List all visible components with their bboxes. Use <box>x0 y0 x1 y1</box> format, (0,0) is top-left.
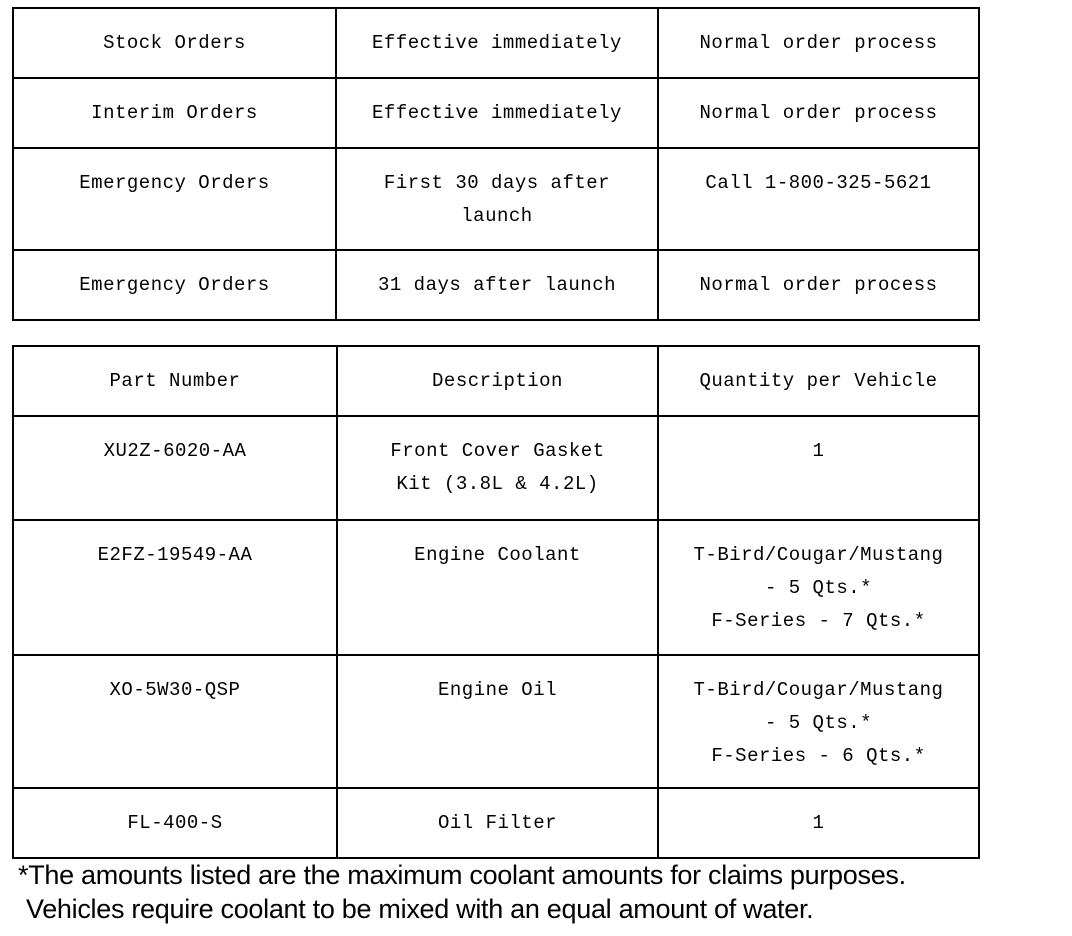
header-part-number: Part Number <box>13 346 337 416</box>
part-number-cell: XU2Z-6020-AA <box>13 416 337 520</box>
order-type-cell: Emergency Orders <box>13 250 336 320</box>
header-quantity: Quantity per Vehicle <box>658 346 979 416</box>
quantity-cell: T-Bird/Cougar/Mustang - 5 Qts.* F-Series - 6 Qts.* <box>658 655 979 788</box>
footnote <box>18 858 1068 926</box>
quantity-cell: T-Bird/Cougar/Mustang - 5 Qts.* F-Series - 7 Qts.* <box>658 520 979 655</box>
table-row <box>13 8 979 78</box>
description-cell: Front Cover Gasket Kit (3.8L & 4.2L) <box>337 416 658 520</box>
quantity-cell: 1 <box>658 416 979 520</box>
order-timing-cell: Effective immediately <box>336 78 658 148</box>
order-schedule-table <box>12 7 980 321</box>
order-process-cell: Normal order process <box>658 8 979 78</box>
table-header-row <box>13 346 979 416</box>
part-number-cell: E2FZ-19549-AA <box>13 520 337 655</box>
order-timing-cell: 31 days after launch <box>336 250 658 320</box>
order-process-cell: Normal order process <box>658 78 979 148</box>
table-row <box>13 250 979 320</box>
description-cell: Engine Oil <box>337 655 658 788</box>
table-row <box>13 788 979 858</box>
quantity-cell: 1 <box>658 788 979 858</box>
header-description: Description <box>337 346 658 416</box>
order-process-cell: Call 1-800-325-5621 <box>658 148 979 250</box>
table-row <box>13 148 979 250</box>
part-number-cell: FL-400-S <box>13 788 337 858</box>
order-timing-cell: First 30 days after launch <box>336 148 658 250</box>
parts-table <box>12 345 980 859</box>
order-type-cell: Stock Orders <box>13 8 336 78</box>
order-process-cell: Normal order process <box>658 250 979 320</box>
order-type-cell: Interim Orders <box>13 78 336 148</box>
part-number-cell: XO-5W30-QSP <box>13 655 337 788</box>
footnote-line-1: *The amounts listed are the maximum coolant amounts for claims purposes. <box>18 860 906 890</box>
table-row <box>13 416 979 520</box>
table-row <box>13 520 979 655</box>
table-row <box>13 78 979 148</box>
order-type-cell: Emergency Orders <box>13 148 336 250</box>
order-timing-cell: Effective immediately <box>336 8 658 78</box>
table-row <box>13 655 979 788</box>
description-cell: Oil Filter <box>337 788 658 858</box>
footnote-line-2: Vehicles require coolant to be mixed with an equal amount of water. <box>26 894 814 924</box>
description-cell: Engine Coolant <box>337 520 658 655</box>
